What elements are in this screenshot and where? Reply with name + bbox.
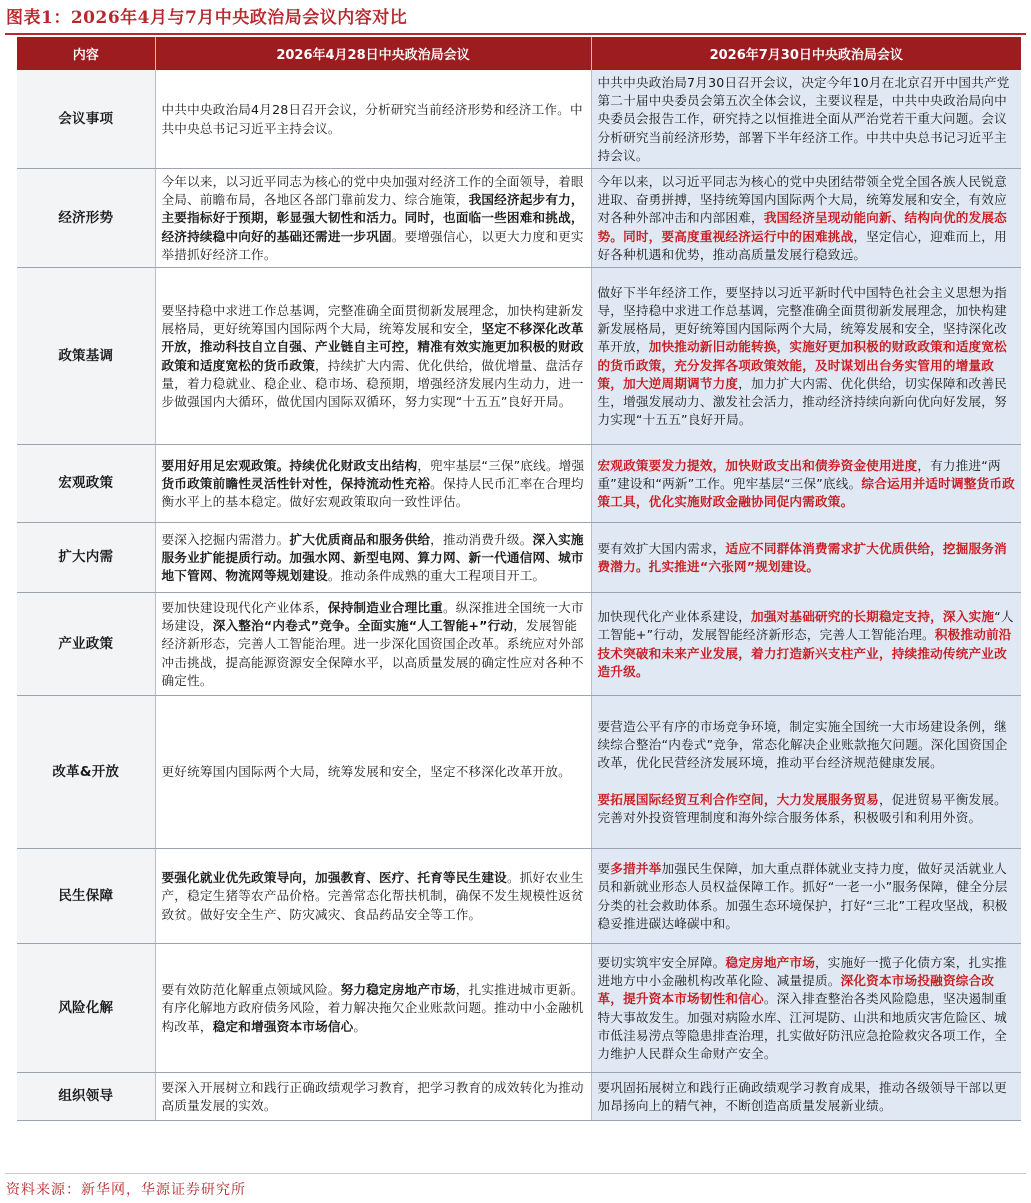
table-row (17, 169, 1021, 268)
footer-divider (5, 1173, 1026, 1174)
body-text: ，加力扩大内需、优化供给，切实保障和改善民生，增强发展动力、激发社会活力，推动经济持续向新向优向好发展，努力实现“十五五”良好开局。 (597, 375, 1007, 428)
highlight-text: 积极推动前沿技术突破和未来产业发展，着力打造新兴支柱产业，持续推动传统产业改造升级。 (597, 627, 1012, 679)
body-text: 要切实筑牢安全屏障。 (597, 954, 726, 970)
row-topic: 组织领导 (17, 1073, 155, 1121)
header-july-meeting: 2026年7月30日中央政治局会议 (591, 37, 1021, 70)
body-text: ，发展智能经济新形态，完善人工智能治理。进一步深化国资国企改革。系统应对外部冲击挑战，提高能源资源安全保障水平，以高质量发展的确定性应对各种不确定性。 (161, 618, 584, 688)
body-text: 要深入开展树立和践行正确政绩观学习教育，把学习教育的成效转化为推动高质量发展的实效。 (161, 1079, 584, 1114)
july-content (591, 70, 1021, 169)
highlight-text: 加强对基础研究的长期稳定支持，深入实施 (751, 609, 995, 625)
bold-text: 扩大优质商品和服务供给 (289, 531, 431, 547)
row-topic: 改革&开放 (17, 696, 155, 849)
body-text: 中共中央政治局4月28日召开会议，分析研究当前经济形势和经济工作。中共中央总书记习近平主持会议。 (161, 102, 583, 136)
table-body (17, 70, 1021, 1121)
body-text: 今年以来，以习近平同志为核心的党中央团结带领全党全国各族人民锐意进取、奋勇拼搏，坚持统筹国内国际两个大局，统筹发展和安全，有效应对各种外部冲击和内部困难， (597, 174, 1007, 226)
april-content (155, 944, 591, 1073)
row-topic: 宏观政策 (17, 445, 155, 523)
table-row (17, 1073, 1021, 1121)
bold-text: 货币政策前瞻性灵活性针对性，保持流动性充裕 (161, 475, 431, 491)
body-text: 要 (597, 861, 611, 877)
body-text: 。推动条件成熟的重大工程项目开工。 (327, 568, 546, 584)
april-content (155, 70, 591, 169)
july-content (591, 696, 1021, 849)
bold-text: 深入实施服务业扩能提质行动。加强水网、新型电网、算力网、新一代通信网、城市地下管网、物流网等规划建设 (161, 531, 584, 584)
table-row (17, 696, 1021, 849)
figure-title: 图表1：2026年4月与7月中央政治局会议内容对比 (6, 8, 408, 28)
body-text: 要有效扩大国内需求， (597, 540, 726, 556)
row-topic: 政策基调 (17, 268, 155, 445)
body-text: ，推动消费升级。 (430, 531, 533, 547)
body-text: ，兜牢基层“三保”底线。增强 (417, 457, 585, 473)
highlight-text: 稳定房地产市场 (725, 954, 815, 970)
body-text: 中共中央政治局7月30日召开会议，决定今年10月在北京召开中国共产党第二十届中央委员会第五次全体会议，主要议程是，中共中央政治局向中央委员会报告工作，研究持之以恒推进全面从严治党若干重大问题。会议分析研究当前经济形势，部署下半年经济工作。中共中央总书记习近平主持会议。 (597, 75, 1010, 163)
body-text: 加快现代化产业体系建设， (597, 609, 752, 625)
bold-text: 坚定不移深化改革开放，推动科技自立自强、产业链自主可控，精准有效实施更加积极的财政政策和适度宽松的货币政策 (161, 321, 584, 373)
april-content (155, 445, 591, 523)
title-divider (5, 33, 1026, 35)
body-text: 要有效防范化解重点领域风险。 (161, 982, 341, 998)
april-content (155, 696, 591, 849)
july-content (591, 523, 1021, 593)
highlight-text: 适应不同群体消费需求扩大优质供给，挖掘服务消费潜力。扎实推进“六张网”规划建设。 (597, 540, 1007, 575)
april-content (155, 169, 591, 268)
july-content (591, 944, 1021, 1073)
highlight-text: 综合运用并适时调整货币政策工具，优化实施财政金融协同促内需政策。 (597, 475, 1015, 510)
july-content (591, 445, 1021, 523)
body-text: 加强民生保障，加大重点群体就业支持力度，做好灵活就业人员和新就业形态人员权益保障工作。抓好“一老一小”服务保障，健全分层分类的社会救助体系。加强生态环境保护，打好“三北”工程攻坚战，积极稳妥推进碳达峰碳中和。 (597, 861, 1008, 931)
highlight-text: 我国经济呈现动能向新、结构向优的发展态势。同时，要高度重视经济运行中的困难挑战 (597, 210, 1007, 244)
table-row (17, 70, 1021, 169)
body-text: 。深入排查整治各类风险隐患，坚决遏制重特大事故发生。加强对病险水库、江河堤防、山洪和地质灾害危险区、城市低洼易涝点等隐患排查治理，扎实做好防汛应急抢险救灾各项工作，全力维护人民群众生命财产安全。 (597, 991, 1007, 1061)
comparison-table (17, 37, 1021, 1121)
body-text: 今年以来，以习近平同志为核心的党中央加强对经济工作的全面领导，着眼全局、前瞻布局，各地区各部门靠前发力、综合施策， (161, 174, 584, 208)
april-content (155, 1073, 591, 1121)
table-row (17, 944, 1021, 1073)
body-text: 做好下半年经济工作，要坚持以习近平新时代中国特色社会主义思想为指导，坚持稳中求进工作总基调，完整准确全面贯彻新发展理念，加快构建新发展格局，更好统筹国内国际两个大局，统筹发展和安全，坚持深化改革开放， (597, 284, 1007, 355)
table-header-row (17, 37, 1021, 70)
table-row (17, 268, 1021, 445)
highlight-text: 多措并举 (610, 861, 662, 877)
body-text: ，促进贸易平衡发展。完善对外投资管理制度和海外综合服务体系，积极吸引和利用外资。 (597, 791, 1007, 825)
header-april-meeting: 2026年4月28日中央政治局会议 (155, 37, 591, 70)
body-text: 要营造公平有序的市场竞争环境，制定实施全国统一大市场建设条例，继续综合整治“内卷式”竞争，常态化解决企业账款拖欠问题。深化国资国企改革，优化民营经济发展环境，推动平台经济规范健康发展。 (597, 719, 1008, 771)
body-text: ，实施好一揽子化债方案，扎实推进地方中小金融机构改革化险、减量提质。 (597, 954, 1007, 989)
body-text: ，有力推进“两重”建设和“两新”工作。兜牢基层“三保”底线。 (597, 457, 1001, 491)
highlight-text: 加快推动新旧动能转换，实施好更加积极的财政政策和适度宽松的货币政策，充分发挥各项政策效能，及时谋划出台务实管用的增量政策，加大逆周期调节力度 (597, 339, 1007, 391)
bold-text: 努力稳定房地产市场 (340, 982, 456, 998)
highlight-text: 宏观政策要发力提效，加快财政支出和债券资金使用进度 (597, 457, 918, 473)
july-content (591, 849, 1021, 944)
paragraph-gap (598, 773, 1016, 791)
bold-text: 深入整治“内卷式”竞争。全面实施“人工智能+”行动 (212, 618, 514, 634)
table-row (17, 849, 1021, 944)
july-content (591, 169, 1021, 268)
body-text: 要坚持稳中求进工作总基调，完整准确全面贯彻新发展理念，加快构建新发展格局，更好统筹国内国际两个大局，统筹发展和安全， (161, 302, 584, 337)
july-content (591, 1073, 1021, 1121)
april-content (155, 593, 591, 696)
row-topic: 扩大内需 (17, 523, 155, 593)
table-row (17, 523, 1021, 593)
row-topic: 产业政策 (17, 593, 155, 696)
bold-text: 要强化就业优先政策导向，加强教育、医疗、托育等民生建设 (161, 870, 507, 886)
body-text: 要深入挖掘内需潜力。 (161, 531, 290, 547)
body-text: ，持续扩大内需、优化供给，做优增量、盘活存量，着力稳就业、稳企业、稳市场、稳预期，增强经济发展内生动力，进一步做强国内大循环，做优国内国际双循环，努力实现“十五五”良好开局。 (161, 357, 584, 409)
highlight-text: 深化资本市场投融资综合改革，提升资本市场韧性和信心 (597, 973, 995, 1007)
body-text: 。 (353, 1018, 367, 1034)
bold-text: 我国经济起步有力，主要指标好于预期，彰显强大韧性和活力。同时，也面临一些困难和挑战，经济持续稳中向好的基础还需进一步巩固 (161, 192, 584, 244)
row-topic: 民生保障 (17, 849, 155, 944)
bold-text: 稳定和增强资本市场信心 (212, 1018, 354, 1034)
table-row (17, 593, 1021, 696)
body-text: 要巩固拓展树立和践行正确政绩观学习教育成果，推动各级领导干部以更加昂扬向上的精气神，不断创造高质量发展新业绩。 (597, 1079, 1007, 1114)
body-text: 要加快建设现代化产业体系， (161, 600, 328, 616)
body-text: 。要增强信心，以更大力度和更实举措抓好经济工作。 (161, 228, 584, 262)
april-content (155, 849, 591, 944)
row-topic: 经济形势 (17, 169, 155, 268)
bold-text: 要用好用足宏观政策。持续优化财政支出结构 (161, 457, 418, 473)
highlight-text: 要拓展国际经贸互利合作空间，大力发展服务贸易 (597, 791, 879, 807)
body-text: 更好统筹国内国际两个大局，统筹发展和安全，坚定不移深化改革开放。 (161, 764, 571, 780)
table-row (17, 445, 1021, 523)
source-note: 资料来源：新华网，华源证券研究所 (6, 1182, 246, 1198)
july-content (591, 268, 1021, 445)
body-text: ，扎实推进城市更新。有序化解地方政府债务风险，着力解决拖欠企业账款问题。推动中小金融机构改革， (161, 982, 584, 1034)
april-content (155, 523, 591, 593)
july-content (591, 593, 1021, 696)
body-text: 。纵深推进全国统一大市场建设， (161, 600, 584, 634)
body-text: ，坚定信心，迎难而上，用好各种机遇和优势，推动高质量发展行稳致远。 (597, 228, 1007, 262)
april-content (155, 268, 591, 445)
row-topic: 会议事项 (17, 70, 155, 169)
bold-text: 保持制造业合理比重 (327, 600, 443, 616)
body-text: 。抓好农业生产，稳定生猪等农产品价格。完善常态化帮扶机制，确保不发生规模性返贫致贫。做好安全生产、防灾减灾、食品药品安全等工作。 (161, 870, 584, 922)
body-text: 。保持人民币汇率在合理均衡水平上的基本稳定。做好宏观政策取向一致性评估。 (161, 475, 584, 510)
row-topic: 风险化解 (17, 944, 155, 1073)
header-topic: 内容 (17, 37, 155, 70)
body-text: “人工智能+”行动，发展智能经济新形态，完善人工智能治理。 (597, 609, 1014, 643)
